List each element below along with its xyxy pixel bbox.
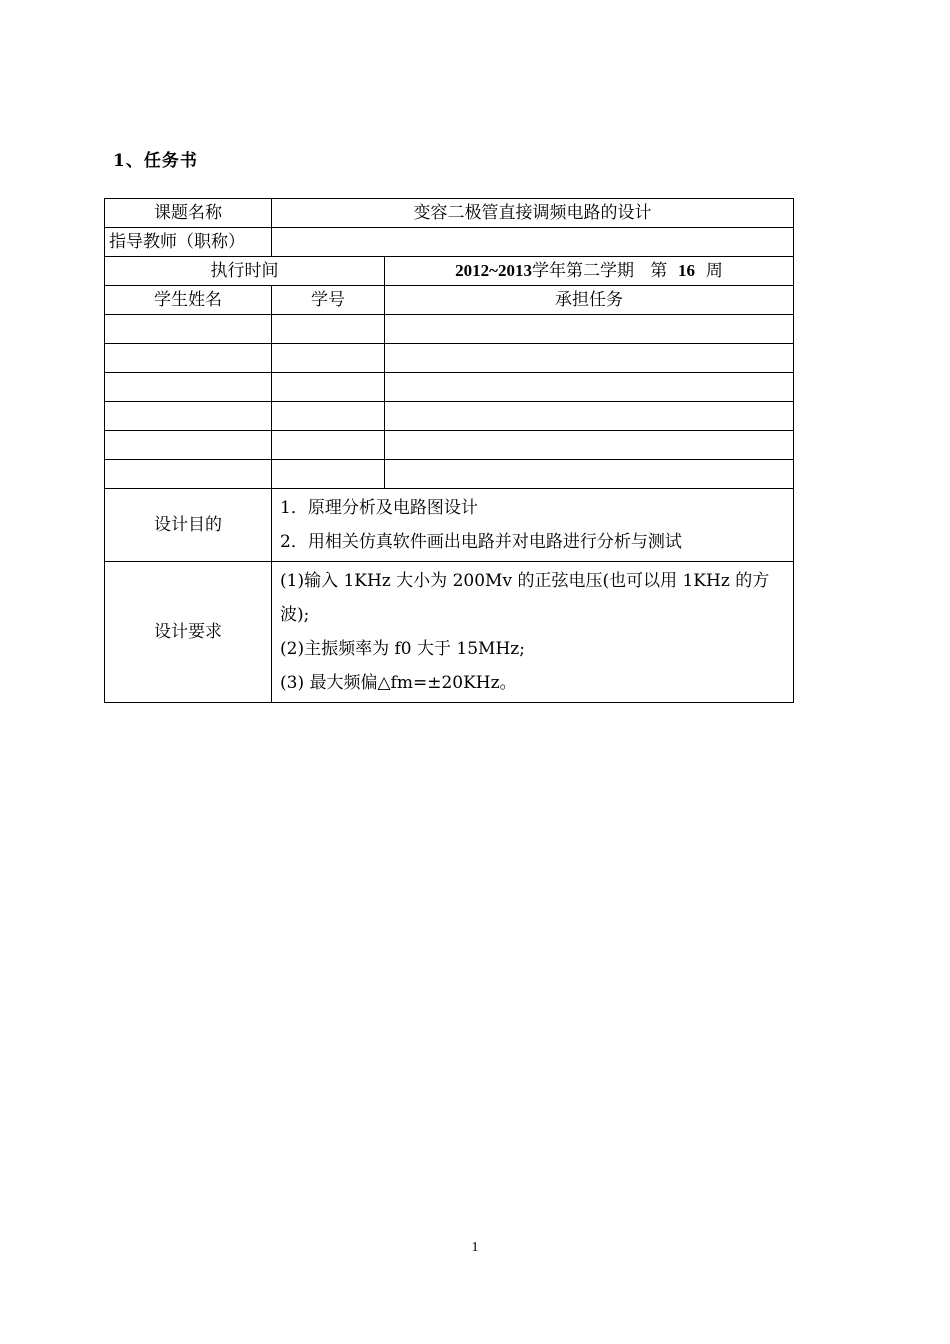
table-row	[105, 315, 794, 344]
purpose-content	[272, 489, 794, 562]
table-cell	[105, 402, 272, 431]
advisor-label: 指导教师（职称）	[105, 228, 272, 257]
table-cell	[272, 431, 385, 460]
purpose-item: 2．用相关仿真软件画出电路并对电路进行分析与测试	[280, 532, 682, 552]
time-label: 执行时间	[105, 257, 385, 286]
col-student-id: 学号	[272, 286, 385, 315]
topic-value: 变容二极管直接调频电路的设计	[272, 199, 794, 228]
table-row	[105, 460, 794, 489]
table-cell	[272, 460, 385, 489]
time-week-num: 16	[678, 261, 696, 280]
table-row	[105, 402, 794, 431]
topic-row	[105, 199, 794, 228]
table-row	[105, 373, 794, 402]
table-cell	[105, 431, 272, 460]
table-cell	[385, 402, 794, 431]
table-row	[105, 431, 794, 460]
time-week-prefix: 第	[650, 261, 668, 281]
table-cell	[105, 315, 272, 344]
table-cell	[385, 431, 794, 460]
table-cell	[272, 402, 385, 431]
requirements-label: 设计要求	[105, 562, 272, 703]
table-cell	[385, 460, 794, 489]
table-cell	[385, 373, 794, 402]
page-number: 1	[471, 1240, 479, 1255]
requirement-item: (3) 最大频偏△fm=±20KHz。	[280, 673, 517, 693]
table-cell	[105, 460, 272, 489]
table-cell	[385, 315, 794, 344]
requirements-content	[272, 562, 794, 703]
col-student-name: 学生姓名	[105, 286, 272, 315]
purpose-row	[105, 489, 794, 562]
advisor-row	[105, 228, 794, 257]
topic-label: 课题名称	[105, 199, 272, 228]
task-table	[104, 198, 794, 703]
section-heading: 1、任务书	[113, 151, 198, 171]
time-value	[385, 257, 794, 286]
time-row	[105, 257, 794, 286]
table-cell	[272, 373, 385, 402]
table-cell	[385, 344, 794, 373]
time-term: 学年第二学期	[532, 261, 634, 281]
table-cell	[272, 315, 385, 344]
table-cell	[272, 344, 385, 373]
purpose-label: 设计目的	[105, 489, 272, 562]
column-header-row	[105, 286, 794, 315]
time-week-suffix: 周	[705, 261, 723, 281]
requirement-item: (1)输入 1KHz 大小为 200Mv 的正弦电压(也可以用 1KHz 的方波);	[280, 571, 770, 625]
requirements-row	[105, 562, 794, 703]
col-task: 承担任务	[385, 286, 794, 315]
requirement-item: (2)主振频率为 f0 大于 15MHz;	[280, 639, 525, 659]
advisor-value	[272, 228, 794, 257]
time-years: 2012~2013	[455, 261, 532, 280]
table-cell	[105, 344, 272, 373]
purpose-item: 1．原理分析及电路图设计	[280, 498, 478, 518]
table-cell	[105, 373, 272, 402]
table-row	[105, 344, 794, 373]
